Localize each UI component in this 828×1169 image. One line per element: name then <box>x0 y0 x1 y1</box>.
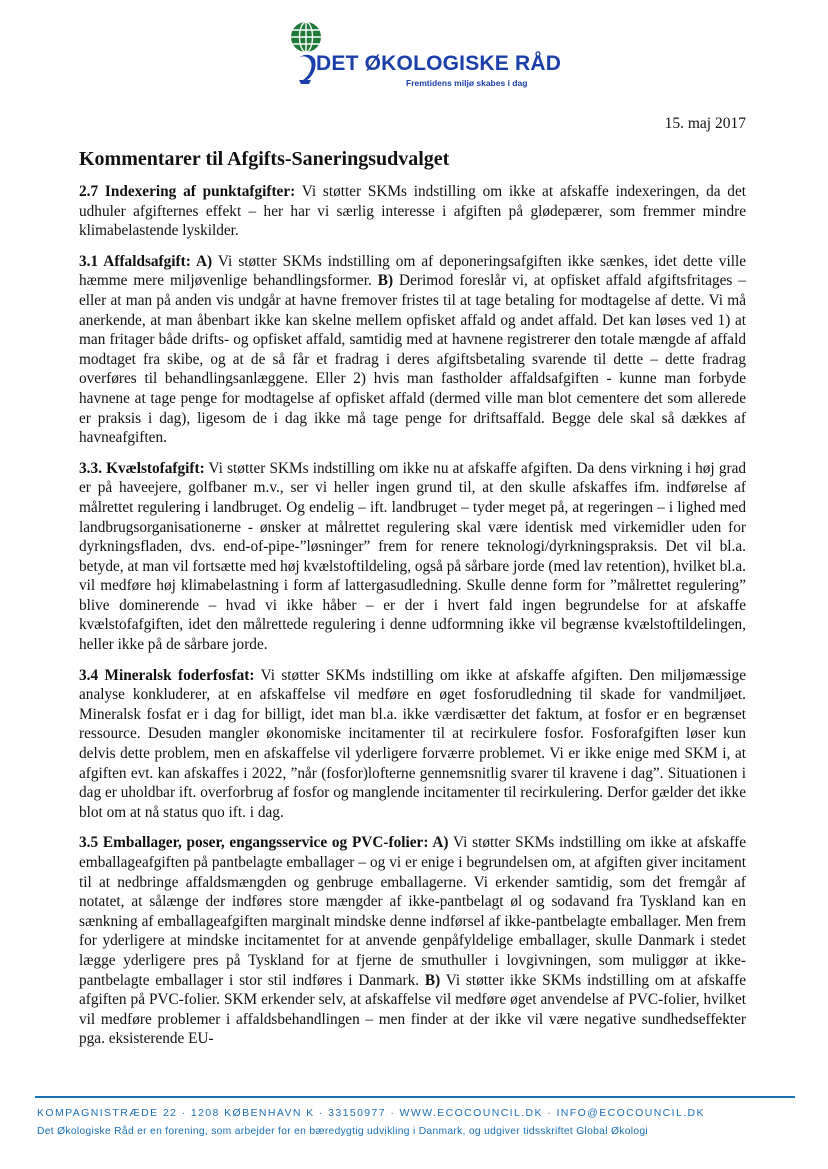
section-heading: 3.4 Mineralsk foderfosfat: <box>79 666 255 684</box>
section-heading: 3.3. Kvælstofafgift: <box>79 459 205 477</box>
section-indexering <box>79 182 746 241</box>
footer-description: Det Økologiske Råd er en forening, som arbejder for en bæredygtig udvikling i Danmark, og udgiver tidsskriftet Global Økologi <box>37 1126 648 1137</box>
footer-contact-info: KOMPAGNISTRÆDE 22 · 1208 KØBENHAVN K · 33150977 · WWW.ECOCOUNCIL.DK · INFO@ECOCOUNCIL.DK <box>37 1107 705 1119</box>
organization-tagline: Fremtidens miljø skabes i dag <box>406 78 528 88</box>
section-foderfosfat <box>79 666 746 823</box>
organization-name: DET ØKOLOGISKE RÅD <box>316 52 562 75</box>
document-body <box>79 182 746 1060</box>
footer-divider <box>35 1096 795 1098</box>
section-heading: 2.7 Indexering af punktafgifter: <box>79 183 296 200</box>
section-text-a: Vi støtter SKMs indstilling om af deponeringsafgiften ikke sænkes, idet dette ville hæmme mere miljøvenlige behandlingsformer. <box>79 252 746 290</box>
section-marker-a: A) <box>190 252 213 270</box>
section-emballager <box>79 833 746 1049</box>
organization-logo <box>288 20 562 90</box>
section-affaldsafgift <box>79 252 746 448</box>
section-marker-b: B) <box>377 272 394 290</box>
section-text-b: Vi støtter ikke SKMs indstilling om at afskaffe afgiften på PVC-folier. SKM erkender selv, at afskaffelse vil medføre øget anvendelse af PVC-folier, hvilket vil medføre problemer i affaldsbehandlingen – men finder at der ikke vil være negative sundhedseffekter pga. eksisterende EU- <box>79 971 746 1048</box>
document-title: Kommentarer til Afgifts-Saneringsudvalget <box>79 148 450 170</box>
document-date: 15. maj 2017 <box>664 115 746 132</box>
section-kvaelstofafgift <box>79 459 746 655</box>
section-text: Vi støtter SKMs indstilling om ikke at afskaffe afgiften. Den miljømæssige analyse konkluderer, at en afskaffelse vil medføre en øget fosforudledning til skade for vandmiljøet. Mineralsk fosfat er i dag for billigt, idet man bl.a. ikke værdisætter det faktum, at fosfor er en begrænset ressource. Desuden mangler økonomiske incitamenter til at recirkulere fosfor. Fosforafgiften løser kun delvis dette problem, men en afskaffelse vil yderligere forværre problemet. Vi er ikke enige med SKM i, at afgiften evt. kan afskaffes i 2022, ”når (fosfor)lofterne gennemsnitlig svarer til kravene i dag”. Situationen i dag er uholdbar ift. overforbrug af fosfor og manglende incitamenter til recirkulering. Derfor gælder det ikke blot om at nå status quo ift. i dag. <box>79 666 746 821</box>
section-text-a: Vi støtter SKMs indstilling om ikke at afskaffe emballageafgiften på pantbelagte emballager – og vi er enige i begrundelsen om, at afgiften giver incitament til at nedbringe affaldsmængden og genbruge emballagerne. Vi erkender samtidig, som det fremgår af notatet, at sålænge der indføres store mængder af ikke-pantbelagt øl og sodavand fra Tyskland kan en sænkning af emballageafgiften marginalt mindske denne indførsel af ikke-pantbelagte emballager. Men frem for yderligere at mindske incitamentet for at anvende genpåfyldelige emballager, skulle Danmark i stedet lægge yderligere pres på Tyskland for at fjerne de smuthuller i lovgivningen, som muliggør at ikke-pantbelagte emballager i stor stil indføres i Danmark. <box>79 834 747 989</box>
section-marker-a: A) <box>428 834 449 852</box>
section-heading: 3.5 Emballager, poser, engangsservice og PVC-folier: <box>79 834 429 852</box>
section-marker-b: B) <box>424 971 441 989</box>
section-text-b: Derimod foreslår vi, at opfisket affald afgiftsfritages – eller at man på anden vis undgår at havne fremover fristes til at tage betaling for modtagelse af dette. Vi må anerkende, at man åbenbart ikke kan skelne mellem opfisket affald og andet affald. Det kan løses ved 1) at man fritager både drifts- og opfisket affald, samtidig med at havnene registrerer den totale mængde af affald modtaget fra skibe, og at de så får et fradrag i deres afgiftsbetaling svarende til dette – dette fradrag overføres til behandlingsanlæggene. Eller 2) hvis man fastholder affaldsafgiften - kunne man forbyde havnene at tage penge for modtagelse af opfisket affald (dermed ville man blot cementere det som allerede er praksis i dag), ligesom de i dag ikke må tage penge for driftsaffald. Begge dele skal så dækkes af havneafgiften. <box>79 272 746 447</box>
section-heading: 3.1 Affaldsafgift: <box>79 252 191 270</box>
section-text: Vi støtter SKMs indstilling om ikke at afskaffe indexeringen, da det udhuler afgifternes effekt – her har vi særlig interesse i afgiften på glødepærer, som fremmer mindre klimabelastende lyskilder. <box>79 183 746 240</box>
section-text: Vi støtter SKMs indstilling om ikke nu at afskaffe afgiften. Da dens virkning i høj grad er på haveejere, golfbaner m.v., ser vi heller ingen grund til, at den skulle afskaffes ifm. indførelse af målrettet regulering i landbruget. Og endelig – ift. landbruget – tyder meget på, at regeringen – i lighed med landbrugsorganisationerne - ønsker at målrettet regulering skal være identisk med virkemidler uden for dyrkningsfladen, dvs. end-of-pipe-”løsninger” frem for renere teknologi/dyrkningspraksis. Det vil bl.a. betyde, at man vil fortsætte med høj kvælstoftildeling, også på sårbare jorde (med lav retention), hvilket bl.a. vil medføre høj klimabelastning i form af lattergasudledning. Skulle denne form for ”målrettet regulering” blive dominerende – hvad vi ikke håber – er der i hvert fald ingen begrundelse for at afskaffe kvælstofafgiften, idet den målrettede regulering i denne udformning ikke vil begrænse kvælstoftildelingen, heller ikke på de sårbare jorde. <box>79 459 747 654</box>
